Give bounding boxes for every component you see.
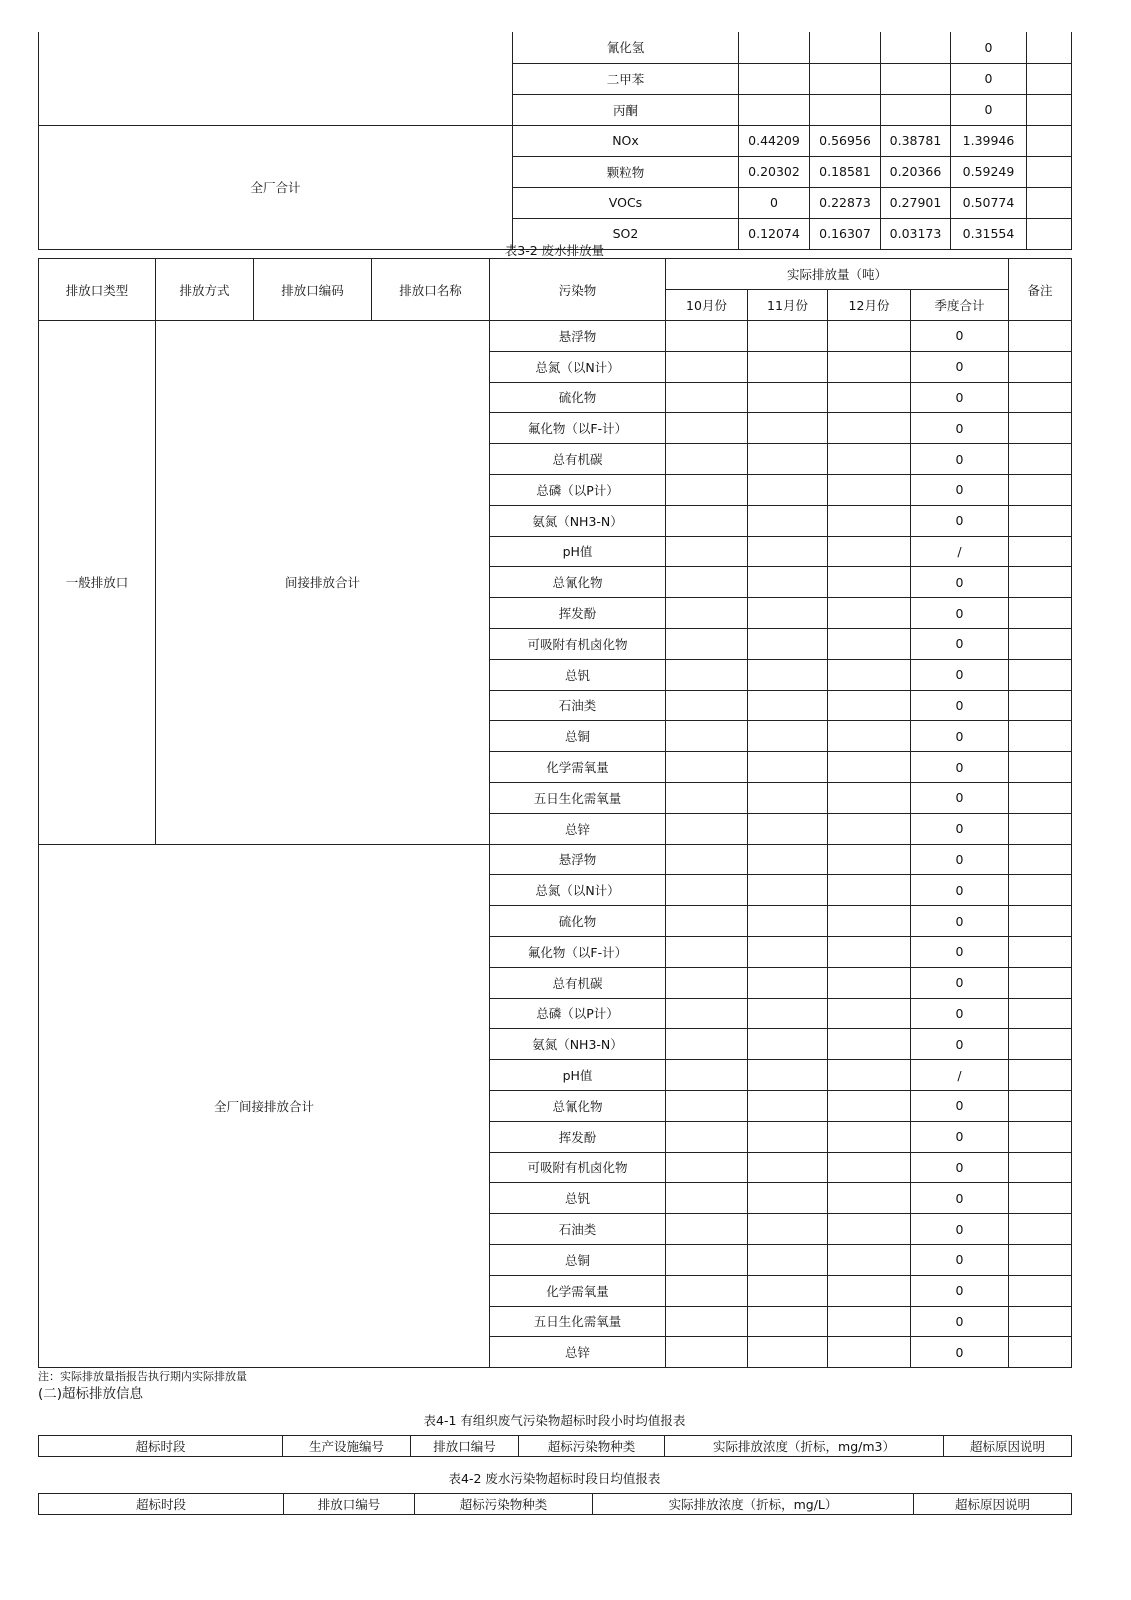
header-remark: 备注: [1009, 259, 1072, 321]
table-4-1-header-1: 超标时段: [39, 1436, 283, 1457]
october-value: [666, 1337, 748, 1368]
november-value: [748, 813, 828, 844]
october-value: [666, 844, 748, 875]
december-value: [828, 1244, 911, 1275]
november-value: [748, 444, 828, 475]
quarter-total-value: 0: [911, 628, 1009, 659]
december-value: [828, 752, 911, 783]
december-value: [828, 1183, 911, 1214]
remark-cell: [1009, 690, 1072, 721]
november-value: [748, 1029, 828, 1060]
quarter-total-value: 0: [911, 1306, 1009, 1337]
november-value: [810, 94, 881, 125]
quarter-total-value: 0: [951, 63, 1027, 94]
remark-cell: [1009, 782, 1072, 813]
quarter-total-value: 0: [911, 875, 1009, 906]
header-quarter-total: 季度合计: [911, 290, 1009, 321]
remark-cell: [1009, 1306, 1072, 1337]
pollutant-cell: 氨氮（NH3-N）: [490, 505, 666, 536]
october-value: [666, 351, 748, 382]
december-value: [828, 936, 911, 967]
november-value: [748, 1306, 828, 1337]
november-value: [748, 721, 828, 752]
december-value: [828, 1029, 911, 1060]
quarter-total-value: 0: [911, 1029, 1009, 1060]
october-value: [666, 1183, 748, 1214]
november-value: 0.56956: [810, 125, 881, 156]
pollutant-cell: 硫化物: [490, 906, 666, 937]
remark-cell: [1027, 32, 1072, 63]
remark-cell: [1009, 1183, 1072, 1214]
october-value: 0.44209: [739, 125, 810, 156]
remark-cell: [1009, 382, 1072, 413]
december-value: [828, 1306, 911, 1337]
pollutant-cell: 总铜: [490, 1244, 666, 1275]
november-value: [748, 351, 828, 382]
quarter-total-value: 0: [911, 1183, 1009, 1214]
remark-cell: [1009, 1029, 1072, 1060]
quarter-total-value: 0: [911, 567, 1009, 598]
quarter-total-value: 0: [911, 351, 1009, 382]
pollutant-cell: SO2: [513, 218, 739, 249]
november-value: 0.16307: [810, 218, 881, 249]
header-pollutant: 污染物: [490, 259, 666, 321]
december-value: [828, 351, 911, 382]
pollutant-cell: 总锌: [490, 813, 666, 844]
november-value: [748, 382, 828, 413]
october-value: [666, 474, 748, 505]
december-value: [881, 32, 951, 63]
water-table-caption: 表3-2 废水排放量: [504, 243, 605, 258]
plant-total-label: 全厂合计: [39, 125, 513, 249]
october-value: [666, 1275, 748, 1306]
header-outlet-code: 排放口编码: [254, 259, 372, 321]
november-value: [810, 32, 881, 63]
pollutant-cell: 石油类: [490, 690, 666, 721]
october-value: [666, 906, 748, 937]
remark-cell: [1009, 413, 1072, 444]
quarter-total-value: 0: [951, 94, 1027, 125]
quarter-total-value: 0: [911, 1152, 1009, 1183]
october-value: [666, 659, 748, 690]
december-value: 0.03173: [881, 218, 951, 249]
remark-cell: [1027, 94, 1072, 125]
november-value: [748, 906, 828, 937]
november-value: [748, 1275, 828, 1306]
october-value: [666, 1152, 748, 1183]
november-value: 0.18581: [810, 156, 881, 187]
october-value: [666, 1029, 748, 1060]
table-row: [39, 125, 1072, 156]
quarter-total-value: 0: [911, 1090, 1009, 1121]
water-table-note: 注：实际排放量指报告执行期内实际排放量: [38, 1370, 247, 1383]
pollutant-cell: 五日生化需氧量: [490, 1306, 666, 1337]
section-title-exceedance: (二)超标排放信息: [38, 1386, 144, 1402]
quarter-total-value: 0: [911, 1214, 1009, 1245]
october-value: [666, 1306, 748, 1337]
november-value: [748, 536, 828, 567]
december-value: [828, 536, 911, 567]
december-value: [828, 1275, 911, 1306]
pollutant-cell: 石油类: [490, 1214, 666, 1245]
plant-indirect-total-label: 全厂间接排放合计: [39, 844, 490, 1368]
pollutant-cell: 总钒: [490, 659, 666, 690]
november-value: [748, 567, 828, 598]
october-value: [666, 690, 748, 721]
remark-cell: [1009, 1060, 1072, 1091]
pollutant-cell: 氰化氢: [513, 32, 739, 63]
october-value: [666, 321, 748, 352]
november-value: [748, 1121, 828, 1152]
indirect-total-label: 间接排放合计: [156, 321, 490, 845]
remark-cell: [1009, 906, 1072, 937]
pollutant-cell: 硫化物: [490, 382, 666, 413]
november-value: [810, 63, 881, 94]
pollutant-cell: pH值: [490, 536, 666, 567]
pollutant-cell: 总磷（以P计）: [490, 474, 666, 505]
quarter-total-value: 0: [911, 721, 1009, 752]
november-value: [748, 321, 828, 352]
december-value: [828, 659, 911, 690]
november-value: [748, 752, 828, 783]
october-value: [666, 567, 748, 598]
november-value: [748, 1183, 828, 1214]
remark-cell: [1027, 187, 1072, 218]
remark-cell: [1009, 967, 1072, 998]
quarter-total-value: 0: [911, 444, 1009, 475]
pollutant-cell: 总有机碳: [490, 967, 666, 998]
december-value: [828, 998, 911, 1029]
november-value: 0.22873: [810, 187, 881, 218]
remark-cell: [1009, 1244, 1072, 1275]
october-value: [666, 813, 748, 844]
pollutant-cell: 化学需氧量: [490, 1275, 666, 1306]
december-value: 0.20366: [881, 156, 951, 187]
remark-cell: [1009, 813, 1072, 844]
quarter-total-value: 0.59249: [951, 156, 1027, 187]
november-value: [748, 1060, 828, 1091]
december-value: [828, 906, 911, 937]
november-value: [748, 1090, 828, 1121]
december-value: [828, 782, 911, 813]
remark-cell: [1009, 536, 1072, 567]
october-value: [666, 967, 748, 998]
pollutant-cell: 总铜: [490, 721, 666, 752]
december-value: [828, 628, 911, 659]
pollutant-cell: pH值: [490, 1060, 666, 1091]
december-value: [828, 721, 911, 752]
quarter-total-value: 0: [911, 382, 1009, 413]
october-value: [666, 382, 748, 413]
october-value: [739, 63, 810, 94]
november-value: [748, 998, 828, 1029]
october-value: [739, 94, 810, 125]
december-value: [828, 1152, 911, 1183]
remark-cell: [1009, 752, 1072, 783]
remark-cell: [1009, 505, 1072, 536]
pollutant-cell: 悬浮物: [490, 844, 666, 875]
october-value: [666, 505, 748, 536]
november-value: [748, 1337, 828, 1368]
november-value: [748, 844, 828, 875]
quarter-total-value: 0: [911, 474, 1009, 505]
pollutant-cell: 挥发酚: [490, 598, 666, 629]
december-value: [828, 413, 911, 444]
quarter-total-value: 0: [911, 967, 1009, 998]
december-value: [828, 321, 911, 352]
december-value: [828, 813, 911, 844]
december-value: [828, 1337, 911, 1368]
october-value: [666, 998, 748, 1029]
header-october: 10月份: [666, 290, 748, 321]
october-value: 0.20302: [739, 156, 810, 187]
header-outlet-name: 排放口名称: [372, 259, 490, 321]
table-row: [39, 844, 1072, 875]
october-value: [666, 1090, 748, 1121]
pollutant-cell: 挥发酚: [490, 1121, 666, 1152]
remark-cell: [1009, 474, 1072, 505]
table-4-1-header-5: 实际排放浓度（折标，mg/m3）: [665, 1436, 944, 1457]
october-value: 0: [739, 187, 810, 218]
pollutant-cell: 总氮（以N计）: [490, 351, 666, 382]
remark-cell: [1009, 567, 1072, 598]
november-value: [748, 1152, 828, 1183]
table-4-2-caption: 表4-2 废水污染物超标时段日均值报表: [448, 1471, 661, 1486]
december-value: [828, 1214, 911, 1245]
table-4-2-header-3: 超标污染物种类: [415, 1494, 593, 1515]
table-4-2-header-2: 排放口编号: [284, 1494, 415, 1515]
quarter-total-value: 0.50774: [951, 187, 1027, 218]
table-4-1-header-2: 生产设施编号: [283, 1436, 411, 1457]
pollutant-cell: 总氮（以N计）: [490, 875, 666, 906]
air-exceedance-table: [38, 1435, 1072, 1457]
october-value: [666, 782, 748, 813]
remark-cell: [1009, 659, 1072, 690]
november-value: [748, 936, 828, 967]
pollutant-cell: 总磷（以P计）: [490, 998, 666, 1029]
quarter-total-value: 0: [911, 906, 1009, 937]
header-method: 排放方式: [156, 259, 254, 321]
december-value: [828, 844, 911, 875]
quarter-total-value: 0: [911, 936, 1009, 967]
pollutant-cell: 总有机碳: [490, 444, 666, 475]
header-november: 11月份: [748, 290, 828, 321]
quarter-total-value: 0: [911, 1275, 1009, 1306]
pollutant-cell: 悬浮物: [490, 321, 666, 352]
november-value: [748, 413, 828, 444]
december-value: [828, 505, 911, 536]
outlet-type-general: 一般排放口: [39, 321, 156, 845]
table-4-1-header-4: 超标污染物种类: [519, 1436, 665, 1457]
quarter-total-value: 0: [911, 690, 1009, 721]
remark-cell: [1027, 156, 1072, 187]
october-value: [666, 752, 748, 783]
pollutant-cell: 丙酮: [513, 94, 739, 125]
december-value: [828, 382, 911, 413]
remark-cell: [1009, 936, 1072, 967]
remark-cell: [1009, 721, 1072, 752]
remark-cell: [1009, 1337, 1072, 1368]
december-value: 0.27901: [881, 187, 951, 218]
quarter-total-value: 0: [911, 1244, 1009, 1275]
december-value: [828, 444, 911, 475]
remark-cell: [1009, 1121, 1072, 1152]
pollutant-cell: 氟化物（以F-计）: [490, 413, 666, 444]
quarter-total-value: 0: [911, 813, 1009, 844]
december-value: [828, 474, 911, 505]
pollutant-cell: 总钒: [490, 1183, 666, 1214]
october-value: [666, 598, 748, 629]
header-actual-emission: 实际排放量（吨）: [666, 259, 1009, 290]
remark-cell: [1009, 875, 1072, 906]
pollutant-cell: 氟化物（以F-计）: [490, 936, 666, 967]
december-value: [828, 875, 911, 906]
december-value: [881, 63, 951, 94]
december-value: [828, 1060, 911, 1091]
pollutant-cell: 化学需氧量: [490, 752, 666, 783]
header-december: 12月份: [828, 290, 911, 321]
october-value: [666, 444, 748, 475]
table-4-1-header-3: 排放口编号: [411, 1436, 519, 1457]
pollutant-cell: NOx: [513, 125, 739, 156]
remark-cell: [1009, 351, 1072, 382]
december-value: [828, 690, 911, 721]
remark-cell: [1009, 1214, 1072, 1245]
quarter-total-value: /: [911, 1060, 1009, 1091]
remark-cell: [1009, 1152, 1072, 1183]
pollutant-cell: 总氰化物: [490, 1090, 666, 1121]
header-outlet-type: 排放口类型: [39, 259, 156, 321]
october-value: [666, 628, 748, 659]
remark-cell: [1009, 628, 1072, 659]
pollutant-cell: 颗粒物: [513, 156, 739, 187]
quarter-total-value: 0: [911, 998, 1009, 1029]
table-4-2-header-4: 实际排放浓度（折标，mg/L）: [593, 1494, 914, 1515]
quarter-total-value: 0.31554: [951, 218, 1027, 249]
november-value: [748, 505, 828, 536]
november-value: [748, 690, 828, 721]
quarter-total-value: 0: [911, 659, 1009, 690]
october-value: [666, 1121, 748, 1152]
october-value: [666, 536, 748, 567]
pollutant-cell: 二甲苯: [513, 63, 739, 94]
october-value: [739, 32, 810, 63]
table-row: [39, 32, 1072, 63]
pollutant-cell: 氨氮（NH3-N）: [490, 1029, 666, 1060]
remark-cell: [1009, 844, 1072, 875]
air-emission-table-continued: [38, 32, 1072, 250]
quarter-total-value: 0: [911, 321, 1009, 352]
remark-cell: [1009, 321, 1072, 352]
remark-cell: [1009, 1090, 1072, 1121]
quarter-total-value: 0: [911, 1337, 1009, 1368]
table-4-1-caption: 表4-1 有组织废气污染物超标时段小时均值报表: [423, 1413, 686, 1428]
october-value: [666, 413, 748, 444]
quarter-total-value: 0: [911, 782, 1009, 813]
october-value: [666, 1214, 748, 1245]
november-value: [748, 875, 828, 906]
november-value: [748, 1244, 828, 1275]
november-value: [748, 659, 828, 690]
december-value: 0.38781: [881, 125, 951, 156]
pollutant-cell: 总氰化物: [490, 567, 666, 598]
october-value: [666, 721, 748, 752]
december-value: [828, 1121, 911, 1152]
october-value: [666, 1060, 748, 1091]
remark-cell: [1009, 444, 1072, 475]
water-exceedance-table: [38, 1493, 1072, 1515]
october-value: [666, 1244, 748, 1275]
group-label-cell: [39, 32, 513, 125]
november-value: [748, 782, 828, 813]
quarter-total-value: 0: [911, 505, 1009, 536]
october-value: 0.12074: [739, 218, 810, 249]
november-value: [748, 628, 828, 659]
quarter-total-value: 0: [951, 32, 1027, 63]
quarter-total-value: 0: [911, 598, 1009, 629]
quarter-total-value: 0: [911, 1121, 1009, 1152]
remark-cell: [1009, 998, 1072, 1029]
november-value: [748, 967, 828, 998]
december-value: [881, 94, 951, 125]
pollutant-cell: VOCs: [513, 187, 739, 218]
remark-cell: [1027, 63, 1072, 94]
october-value: [666, 936, 748, 967]
pollutant-cell: 五日生化需氧量: [490, 782, 666, 813]
quarter-total-value: 0: [911, 752, 1009, 783]
november-value: [748, 1214, 828, 1245]
quarter-total-value: 0: [911, 844, 1009, 875]
wastewater-emission-table: [38, 258, 1072, 1368]
pollutant-cell: 可吸附有机卤化物: [490, 628, 666, 659]
quarter-total-value: 1.39946: [951, 125, 1027, 156]
pollutant-cell: 总锌: [490, 1337, 666, 1368]
table-4-2-header-5: 超标原因说明: [914, 1494, 1072, 1515]
december-value: [828, 967, 911, 998]
december-value: [828, 598, 911, 629]
table-row: [39, 321, 1072, 352]
remark-cell: [1027, 125, 1072, 156]
quarter-total-value: /: [911, 536, 1009, 567]
table-4-2-header-1: 超标时段: [39, 1494, 284, 1515]
quarter-total-value: 0: [911, 413, 1009, 444]
remark-cell: [1009, 1275, 1072, 1306]
table-4-1-header-6: 超标原因说明: [944, 1436, 1072, 1457]
october-value: [666, 875, 748, 906]
remark-cell: [1009, 598, 1072, 629]
december-value: [828, 567, 911, 598]
november-value: [748, 474, 828, 505]
november-value: [748, 598, 828, 629]
pollutant-cell: 可吸附有机卤化物: [490, 1152, 666, 1183]
december-value: [828, 1090, 911, 1121]
